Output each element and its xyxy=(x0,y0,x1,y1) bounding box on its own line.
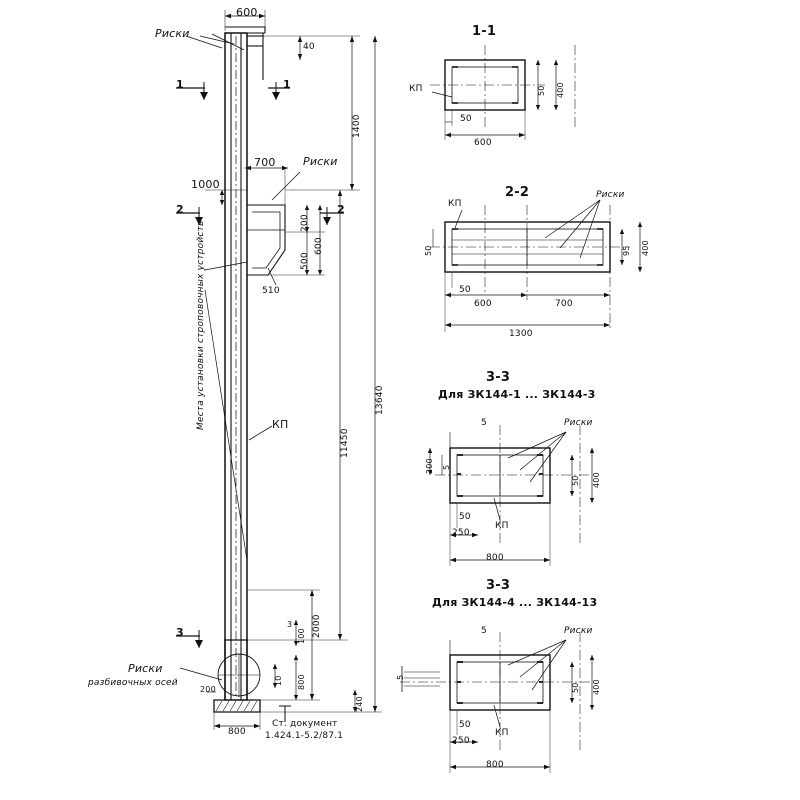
dim-1-1-outer-w: 600 xyxy=(474,138,492,148)
callout-risks-3-3-a: Риски xyxy=(564,418,593,428)
dim-3-3-a-h-inner: 50 xyxy=(571,475,580,486)
label-risks-mid: Риски xyxy=(303,155,338,168)
dim-3-3-b-top5: 5 xyxy=(481,626,487,636)
callout-kp-1-1: КП xyxy=(409,84,423,94)
dim-10: 10 xyxy=(274,675,283,686)
label-risks-top: Риски xyxy=(155,27,190,40)
dim-200: 200 xyxy=(300,214,310,232)
dim-2-2-left-inner: 50 xyxy=(424,245,433,256)
dim-500: 500 xyxy=(300,252,310,270)
dim-3-3-b-h-inner: 50 xyxy=(571,682,580,693)
dim-600: 600 xyxy=(314,237,324,255)
section-title-2-2: 2-2 xyxy=(505,185,530,200)
dim-510: 510 xyxy=(262,286,280,296)
dim-2-2-left-seg: 600 xyxy=(474,299,492,309)
dim-top-40: 40 xyxy=(303,42,315,52)
dim-200-base: 200 xyxy=(200,685,216,694)
section-title-3-3-a: 3-3 xyxy=(486,370,511,385)
label-kp-elevation: КП xyxy=(272,418,289,431)
section-mark-3: 3 xyxy=(176,626,184,639)
section-title-1-1: 1-1 xyxy=(472,24,497,39)
section-mark-2b: 2 xyxy=(337,203,345,216)
dim-3-3-a-top5: 5 xyxy=(481,418,487,428)
section-mark-1: 1 xyxy=(176,78,184,91)
callout-kp-2-2: КП xyxy=(448,199,462,209)
section-mark-1b: 1 xyxy=(283,78,291,91)
callout-risks-2-2: Риски xyxy=(596,190,625,200)
section-subtitle-3-3-a: Для ЗК144-1 ... ЗК144-3 xyxy=(438,388,596,401)
dim-1-1-inner-h: 50 xyxy=(537,85,546,96)
dim-240: 240 xyxy=(355,696,364,712)
dim-3-3-a-side5: 5 xyxy=(442,464,451,470)
dim-2-2-inner-50: 50 xyxy=(459,285,471,295)
dim-800-base: 800 xyxy=(228,727,246,737)
dim-1-1-inner-w: 50 xyxy=(460,114,472,124)
section-mark-2: 2 xyxy=(176,203,184,216)
dim-2-2-right-seg: 700 xyxy=(555,299,573,309)
dim-3-3-a-250: 250 xyxy=(452,528,470,538)
dim-2000: 2000 xyxy=(312,614,322,638)
doc-note-line2: 1.424.1-5.2/87.1 xyxy=(265,731,344,741)
note-risks-bottom: Риски xyxy=(128,662,163,675)
dim-3-3-a-inner: 50 xyxy=(459,512,471,522)
section-title-3-3-b: 3-3 xyxy=(486,578,511,593)
dim-800-vert: 800 xyxy=(297,674,306,690)
dim-3-3-a-width: 800 xyxy=(486,553,504,563)
dim-2-2-mid-h: 95 xyxy=(622,245,631,256)
dim-3-3-b-left5: 5 xyxy=(396,674,405,680)
section-subtitle-3-3-b: Для ЗК144-4 ... ЗК144-13 xyxy=(432,596,598,609)
dim-3: 3 xyxy=(287,620,293,629)
doc-note-line1: Ст. документ xyxy=(272,719,338,729)
dim-700: 700 xyxy=(254,156,276,169)
dim-100: 100 xyxy=(297,628,306,644)
callout-risks-3-3-b: Риски xyxy=(564,626,593,636)
dim-13640: 13640 xyxy=(375,385,385,415)
dim-1000: 1000 xyxy=(191,178,220,191)
dim-11450: 11450 xyxy=(340,428,350,458)
dim-3-3-a-h-outer: 400 xyxy=(592,472,601,488)
dim-top-600: 600 xyxy=(236,6,258,19)
dim-3-3-b-h-outer: 400 xyxy=(592,679,601,695)
note-strop-devices: Места установки строповочных устройств xyxy=(196,220,206,430)
dim-3-3-b-inner: 50 xyxy=(459,720,471,730)
dim-2-2-outer-h: 400 xyxy=(641,240,650,256)
dim-1-1-outer-h: 400 xyxy=(556,82,565,98)
callout-kp-3-3-b: КП xyxy=(495,728,509,738)
dim-1400: 1400 xyxy=(352,114,362,138)
note-axes-bottom: разбивочных осей xyxy=(88,678,178,688)
dim-3-3-b-250: 250 xyxy=(452,736,470,746)
callout-kp-3-3-a: КП xyxy=(495,521,509,531)
dim-3-3-a-side200: 200 xyxy=(425,458,434,474)
dim-2-2-total: 1300 xyxy=(509,329,533,339)
dim-3-3-b-width: 800 xyxy=(486,760,504,770)
